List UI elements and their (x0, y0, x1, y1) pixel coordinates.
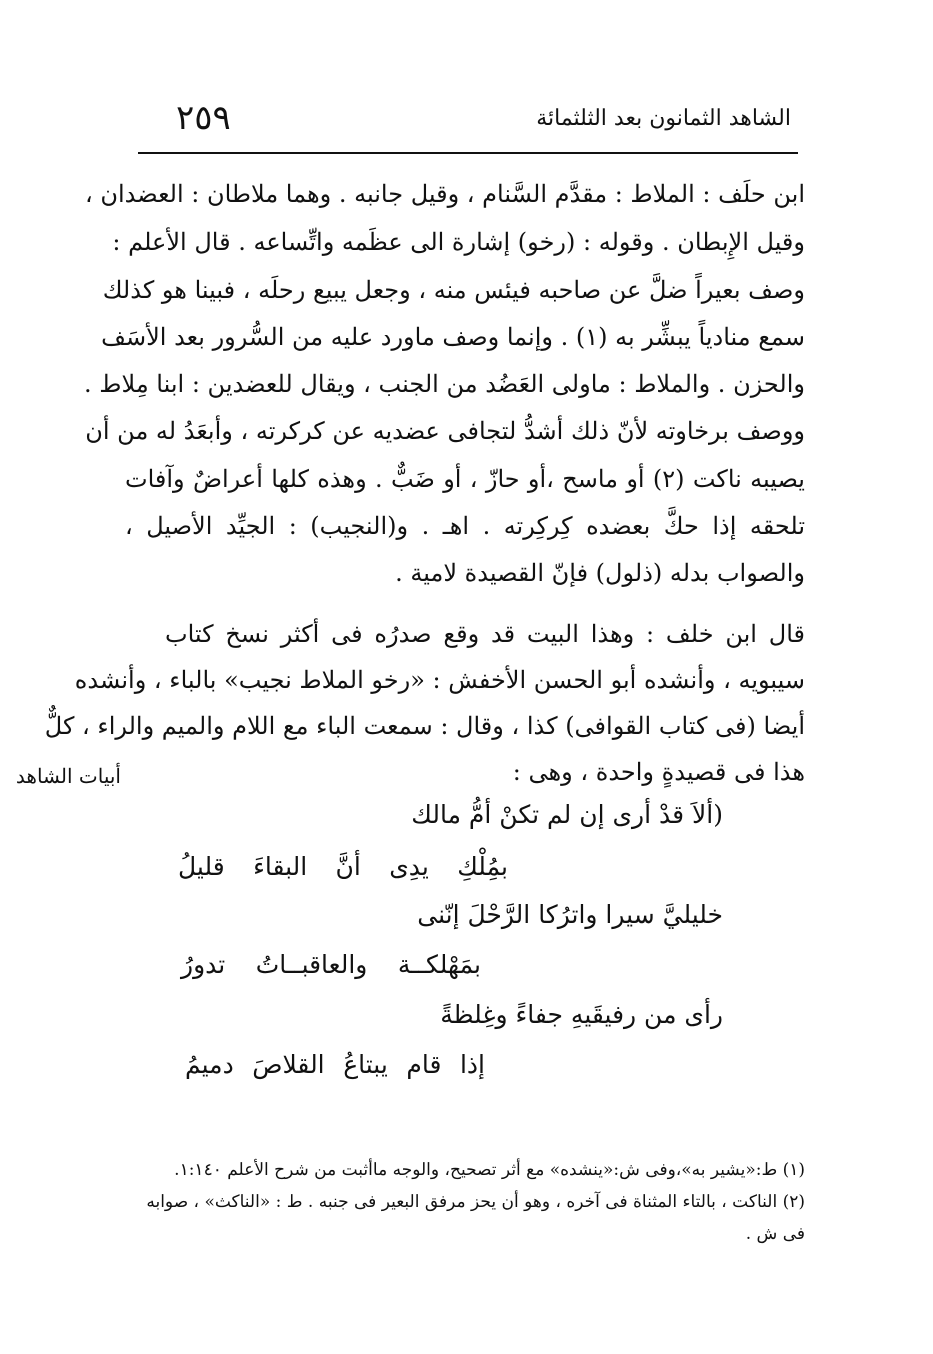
verse-line: إذا قام يبتاعُ القلاصَ دميمُ (185, 1050, 485, 1079)
footnote: (١) ط:«يشير به»،وفى ش:«ينشده» مع أثر تصحيح، والوجه ماأثبت من شرح الأعلم ١:١٤٠. (174, 1160, 805, 1180)
header-rule (138, 152, 798, 154)
text-line: قال ابن خلف : وهذا البيت قد وقع صدرُه فى أكثر نسخ كتاب (165, 620, 805, 648)
running-header: الشاهد الثمانون بعد الثلثمائة (536, 106, 791, 131)
text-line: سمع منادياً يبشِّر به (١) . وإنما وصف ماورد عليه من السُّرور بعد الأسَف (101, 323, 805, 351)
text-line: هذا فى قصيدةٍ واحدة ، وهى : (512, 758, 805, 786)
footnote: فى ش . (745, 1224, 805, 1244)
text-line: يصيبه ناكت (٢) أو ماسح ،أو حازّ ، أو ضَبٌّ . وهذه كلها أعراضٌ وآفات (125, 465, 805, 493)
text-line: ابن حلَف : الملاط : مقدَّم السَّنام ، وقيل جانبه . وهما ملاطان : العضدان ، (84, 180, 805, 208)
text-line: وصف بعيراً ضلَّ عن صاحبه فيئس منه ، وجعل يبيع رحلَه ، فبينا هو كذلك (102, 276, 805, 304)
verse-line: بمُِلْكِ يدِى أنَّ البقاءَ قليلُ (178, 852, 508, 881)
page-number: ٢٥٩ (176, 98, 231, 138)
verse-line: (ألاَ قدْ أرى إن لم تكنْ أمُّ مالك (411, 800, 723, 829)
text-line: تلحقه إذا حكَّ بعضده كِركِرته . اهـ . و(النجيب) : الجيِّد الأصيل ، (125, 512, 805, 540)
text-line: ووصف برخاوته لأنّ ذلك أشدُّ لتجافى عضديه عن كركرته ، وأبعَدُ له من أن (85, 417, 805, 445)
verse-line: خليليَّ سيرا واترُكا الرَّحْلَ إنّنى (417, 900, 723, 929)
text-line: أيضا (فى كتاب القوافى) كذا ، وقال : سمعت الباء مع اللام والميم والراء ، كلٌّ (44, 712, 805, 740)
text-line: والحزن . والملاط : ماولى العَضُد من الجنب ، ويقال للعضدين : ابنا مِلاط . (84, 370, 805, 398)
text-line: وقيل الإِبطان . وقوله : (رخو) إشارة الى عظَمه واتِّساعه . قال الأعلم : (112, 228, 805, 256)
verse-line: رأى من رفيقَيهِ جفاءً وغِلظةً (440, 1000, 723, 1029)
text-line: سيبويه ، وأنشده أبو الحسن الأخفش : «رخو الملاط نجيب» بالباء ، وأنشده (74, 666, 805, 694)
footnote: (٢) الناكت ، بالتاء المثناة فى آخره ، وهو أن يحز مرفق البعير فى جنبه . ط : «الناكث» ، صوابه (146, 1192, 805, 1212)
margin-note: أبيات الشاهد (15, 764, 121, 788)
text-line: والصواب بدله (ذلول) فإنّ القصيدة لامية . (395, 559, 805, 587)
verse-line: بمَهْلكــة والعاقبــاتُ تدورُ (181, 950, 481, 979)
